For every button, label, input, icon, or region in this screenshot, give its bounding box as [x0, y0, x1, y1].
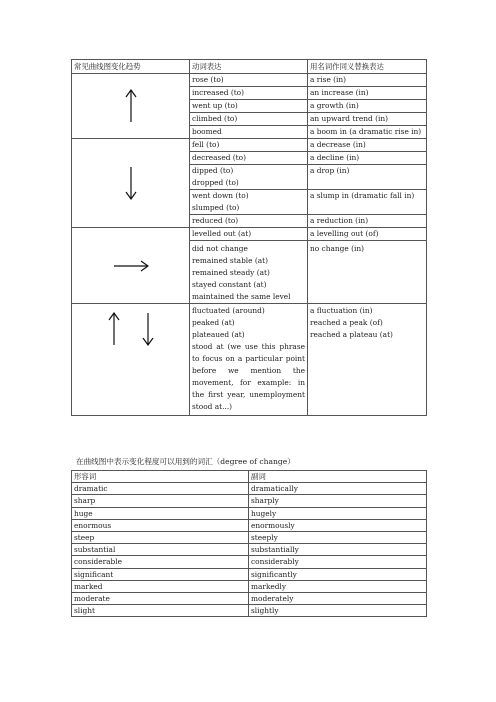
verb-cell — [190, 304, 308, 416]
header-noun: 用名词作同义替换表达 — [308, 60, 427, 74]
up-arrow-icon — [124, 89, 138, 123]
rise-trend-cell — [72, 74, 190, 139]
verb-cell: dipped (to) dropped (to) — [190, 165, 308, 190]
adjective-cell: significant — [72, 568, 249, 580]
table-row — [72, 556, 427, 568]
fall-trend-cell — [72, 139, 190, 228]
table-row — [72, 580, 427, 592]
verb-cell: went down (to) slumped (to) — [190, 190, 308, 215]
header-verb: 动词表达 — [190, 60, 308, 74]
table-row — [72, 139, 427, 152]
adjective-cell: huge — [72, 507, 249, 519]
up-down-arrows-icon — [105, 312, 157, 346]
table-row — [72, 593, 427, 605]
adjective-cell: sharp — [72, 495, 249, 507]
adjective-cell: steep — [72, 532, 249, 544]
table-row — [72, 507, 427, 519]
verb-cell: rose (to) — [190, 74, 308, 87]
adverb-cell: moderately — [249, 593, 427, 605]
table-row — [72, 304, 427, 416]
stood-at-note: stood at (we use this phrase to focus on a particular point before we mention the movement, for example: in the first year, unemployment stood at...) — [192, 342, 305, 411]
table-row — [72, 495, 427, 507]
noun-cell: a decline (in) — [308, 152, 427, 165]
adverb-cell: steeply — [249, 532, 427, 544]
table-row — [72, 568, 427, 580]
header-adverb: 副词 — [249, 471, 427, 483]
right-arrow-icon — [113, 259, 149, 273]
verb-cell: boomed — [190, 126, 308, 139]
table-row — [72, 532, 427, 544]
noun-cell: a boom in (a dramatic rise in) — [308, 126, 427, 139]
noun-cell: a decrease (in) — [308, 139, 427, 152]
table-row — [72, 74, 427, 87]
verb-cell: fell (to) — [190, 139, 308, 152]
table-row — [72, 544, 427, 556]
header-trend: 常见曲线图变化趋势 — [72, 60, 190, 74]
header-adjective: 形容词 — [72, 471, 249, 483]
verb-cell: increased (to) — [190, 87, 308, 100]
fluctuate-trend-cell — [72, 304, 190, 416]
adjective-cell: slight — [72, 605, 249, 617]
adjective-cell: substantial — [72, 544, 249, 556]
adjective-cell: enormous — [72, 519, 249, 531]
noun-cell: a rise (in) — [308, 74, 427, 87]
noun-cell: an increase (in) — [308, 87, 427, 100]
adjective-cell: dramatic — [72, 483, 249, 495]
verb-cell: reduced (to) — [190, 215, 308, 228]
table-header-row — [72, 60, 427, 74]
degree-words-table — [71, 470, 427, 617]
noun-cell: an upward trend (in) — [308, 113, 427, 126]
adverb-cell: substantially — [249, 544, 427, 556]
table-row — [72, 519, 427, 531]
noun-cell: a growth (in) — [308, 100, 427, 113]
fluctuate-verbs: fluctuated (around) peaked (at) plateaued (at) — [192, 306, 265, 339]
degree-of-change-caption: 在曲线图中表示变化程度可以用到的词汇（degree of change） — [76, 457, 295, 466]
adverb-cell: hugely — [249, 507, 427, 519]
adjective-cell: considerable — [72, 556, 249, 568]
adjective-cell: marked — [72, 580, 249, 592]
verb-cell: went up (to) — [190, 100, 308, 113]
verb-cell: climbed (to) — [190, 113, 308, 126]
adverb-cell: markedly — [249, 580, 427, 592]
adverb-cell: sharply — [249, 495, 427, 507]
noun-cell: a drop (in) — [308, 165, 427, 190]
table-row — [72, 483, 427, 495]
adverb-cell: slightly — [249, 605, 427, 617]
down-arrow-icon — [124, 166, 138, 200]
noun-cell: a slump in (dramatic fall in) — [308, 190, 427, 215]
table-row — [72, 228, 427, 241]
level-trend-cell — [72, 228, 190, 304]
verb-cell: levelled out (at) — [190, 228, 308, 241]
noun-cell: a reduction (in) — [308, 215, 427, 228]
adverb-cell: significantly — [249, 568, 427, 580]
table-row — [72, 605, 427, 617]
noun-cell: a fluctuation (in) reached a peak (of) reached a plateau (at) — [308, 304, 427, 416]
verb-cell: did not change remained stable (at) remained steady (at) stayed constant (at) maintained the same level — [190, 241, 308, 304]
trend-expressions-table — [71, 59, 427, 416]
table-header-row — [72, 471, 427, 483]
adverb-cell: considerably — [249, 556, 427, 568]
adverb-cell: enormously — [249, 519, 427, 531]
verb-cell: decreased (to) — [190, 152, 308, 165]
noun-cell: a levelling out (of) — [308, 228, 427, 241]
adverb-cell: dramatically — [249, 483, 427, 495]
noun-cell: no change (in) — [308, 241, 427, 304]
adjective-cell: moderate — [72, 593, 249, 605]
